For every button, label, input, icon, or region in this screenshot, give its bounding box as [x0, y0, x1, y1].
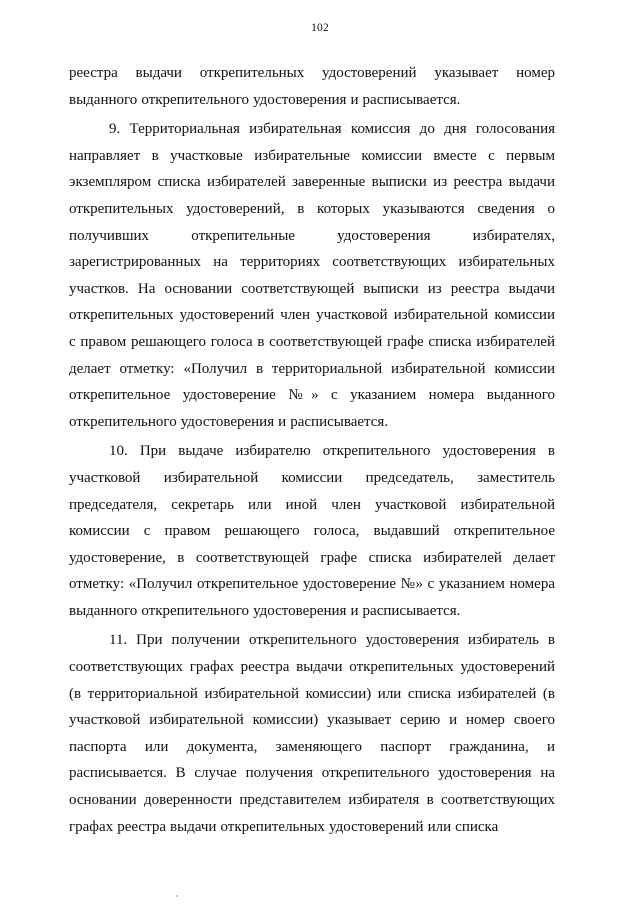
scan-artifact-dot — [176, 895, 178, 897]
paragraph-item-9: 9. Территориальная избирательная комиссия до дня голосования направляет в участковые избирательные комиссии вместе с первым экземпляром списка избирателей заверенные выписки из реестра выдачи открепительных удостоверений, в которых указываются сведения о получивших открепительные удостоверения избирателях, зарегистрированных на территориях соответствующих избирательных участков. На основании соответствующей выписки из реестра выдачи открепительных удостоверений член участковой избирательной комиссии с правом решающего голоса в соответствующей графе списка избирателей делает отметку: «Получил в территориальной избирательной комиссии открепительное удостоверение №» с указанием номера выданного открепительного удостоверения и расписывается. — [69, 121, 555, 430]
page-number: 102 — [311, 22, 329, 34]
document-body — [69, 60, 555, 840]
paragraph-item-10: 10. При выдаче избирателю открепительного удостоверения в участковой избирательной комиссии председатель, заместитель председателя, секретарь или иной член участковой избирательной комиссии с правом решающего голоса, выдавший открепительное удостоверение, в соответствующей графе списка избирателей делает отметку: «Получил открепительное удостоверение №» с указанием номера выданного открепительного удостоверения и расписывается. — [69, 443, 555, 619]
paragraph-continuation: реестра выдачи открепительных удостоверений указывает номер выданного открепительного удостоверения и расписывается. — [69, 65, 555, 108]
paragraph-item-11: 11. При получении открепительного удостоверения избиратель в соответствующих графах реестра выдачи открепительных удостоверений (в территориальной избирательной комиссии) или списка избирателей (в участковой избирательной комиссии) указывает серию и номер своего паспорта или документа, заменяющего паспорт гражданина, и расписывается. В случае получения открепительного удостоверения на основании доверенности представителем избирателя в соответствующих графах реестра выдачи открепительных удостоверений или списка — [69, 632, 555, 835]
